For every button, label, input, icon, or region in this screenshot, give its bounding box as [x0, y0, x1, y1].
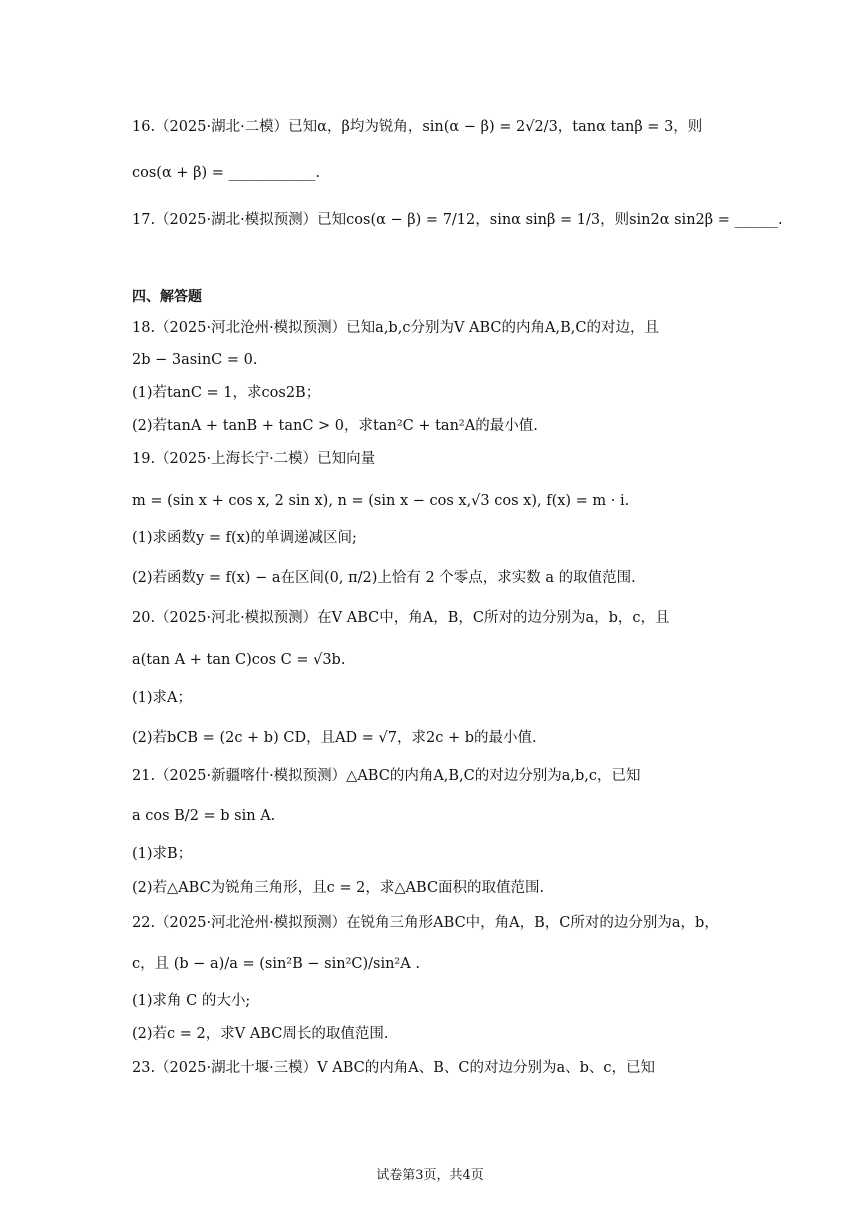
question-22-line-2: c，且 (b − a)/a = (sin²B − sin²C)/sin²A .	[132, 956, 420, 972]
question-19-line-1: 19.（2025·上海长宁·二模）已知向量	[132, 451, 376, 467]
question-22-line-1: 22.（2025·河北沧州·模拟预测）在锐角三角形ABC中，角A，B，C所对的边分别为a，b，	[132, 915, 719, 931]
question-19-vectors: m = (sin x + cos x, 2 sin x), n = (sin x − cos x,√3 cos x), f(x) = m · i.	[132, 493, 630, 509]
question-21-part-2: (2)若△ABC为锐角三角形，且c = 2，求△ABC面积的取值范围.	[132, 880, 545, 896]
question-20-part-1: (1)求A；	[132, 690, 193, 706]
page-footer: 试卷第3页，共4页	[376, 1168, 484, 1183]
question-18-part-2: (2)若tanA + tanB + tanC > 0，求tan²C + tan²A的最小值.	[132, 418, 538, 434]
question-20-part-2: (2)若bCB = (2c + b) CD，且AD = √7，求2c + b的最小值.	[132, 730, 537, 746]
question-22-part-1: (1)求角 C 的大小;	[132, 993, 251, 1009]
question-16-line-2: cos(α + β) = ____________.	[132, 165, 321, 181]
question-20-line-2: a(tan A + tan C)cos C = √3b.	[132, 652, 346, 668]
question-19-part-1: (1)求函数y = f(x)的单调递减区间;	[132, 530, 357, 546]
question-22-part-2: (2)若c = 2，求V ABC周长的取值范围.	[132, 1026, 389, 1042]
question-23-line-1: 23.（2025·湖北十堰·三模）V ABC的内角A、B、C的对边分别为a、b、c，已知	[132, 1060, 656, 1076]
question-18-line-1: 18.（2025·河北沧州·模拟预测）已知a,b,c分别为V ABC的内角A,B,C的对边，且	[132, 320, 659, 336]
question-21-line-2: a cos B/2 = b sin A.	[132, 808, 276, 824]
question-17-line-1: 17.（2025·湖北·模拟预测）已知cos(α − β) = 7/12，sinα sinβ = 1/3，则sin2α sin2β = ______.	[132, 212, 783, 228]
question-16-line-1: 16.（2025·湖北·二模）已知α，β均为锐角，sin(α − β) = 2√2/3，tanα tanβ = 3，则	[132, 119, 703, 135]
question-21-part-1: (1)求B；	[132, 846, 193, 862]
question-19-part-2: (2)若函数y = f(x) − a在区间(0, π/2)上恰有 2 个零点，求实数 a 的取值范围.	[132, 570, 636, 586]
question-18-line-2: 2b − 3asinC = 0.	[132, 352, 258, 368]
question-20-line-1: 20.（2025·河北·模拟预测）在V ABC中，角A，B，C所对的边分别为a，b，c，且	[132, 610, 670, 626]
question-21-line-1: 21.（2025·新疆喀什·模拟预测）△ABC的内角A,B,C的对边分别为a,b,c，已知	[132, 768, 641, 784]
section-heading-answers: 四、解答题	[132, 289, 202, 305]
question-18-part-1: (1)若tanC = 1，求cos2B；	[132, 385, 321, 401]
